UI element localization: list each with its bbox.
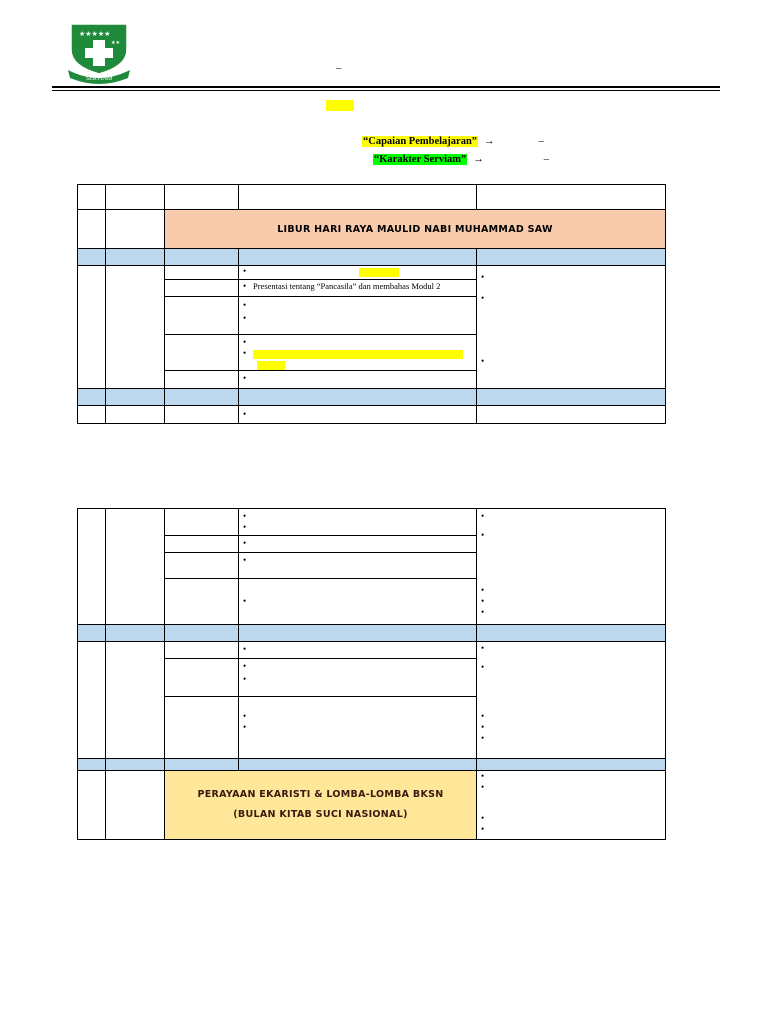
- list-item: [481, 643, 665, 654]
- header-dash: –: [336, 62, 342, 74]
- list-item: [243, 555, 476, 566]
- list-item: [481, 585, 665, 596]
- event-line-2: (BULAN KITAB SUCI NASIONAL): [233, 809, 408, 820]
- schedule-table-2: [77, 508, 666, 840]
- list-item: [481, 771, 665, 782]
- list-item: [243, 266, 476, 277]
- header-rule-thin: [52, 90, 720, 91]
- list-item: [243, 538, 476, 549]
- list-item: [481, 293, 665, 304]
- legend-capaian: [362, 136, 544, 147]
- table-row: [78, 642, 666, 659]
- list-item: [481, 662, 665, 673]
- list-item: [481, 711, 665, 722]
- list-item: [243, 661, 476, 672]
- list-item: [243, 722, 476, 733]
- legend-capaian-label: “Capaian Pembelajaran”: [363, 136, 478, 147]
- table-row: [78, 509, 666, 536]
- list-item: [243, 644, 476, 655]
- header-rule: [52, 86, 720, 88]
- list-item-pancasila: • Presentasi tentang “Pancasila” dan membahas Modul 2: [243, 281, 476, 292]
- arrow-right-icon: →: [484, 136, 495, 147]
- event-ekaristi-bksn: [165, 771, 477, 840]
- table-row: [78, 771, 666, 840]
- list-item: [481, 272, 665, 283]
- event-line-1: PERAYAAN EKARISTI & LOMBA-LOMBA BKSN: [197, 789, 444, 800]
- table-row-blue: [78, 625, 666, 642]
- list-item: [481, 722, 665, 733]
- arrow-right-icon: →: [473, 154, 484, 165]
- list-item: [481, 596, 665, 607]
- list-item: [243, 511, 476, 522]
- legend-karakter-dash: –: [543, 154, 549, 165]
- highlight-mark: [326, 100, 354, 111]
- legend-capaian-dash: –: [538, 136, 544, 147]
- list-item: [243, 409, 476, 420]
- list-item: [481, 733, 665, 744]
- list-item: [243, 522, 476, 533]
- list-item: [243, 596, 476, 607]
- table-row: [78, 210, 666, 249]
- svg-text:★★: ★★: [111, 40, 120, 46]
- list-item: [481, 356, 665, 367]
- table-row-blue: [78, 389, 666, 406]
- table-row-blue: [78, 759, 666, 771]
- list-item: [481, 782, 665, 793]
- event-libur-maulid: LIBUR HARI RAYA MAULID NABI MUHAMMAD SAW: [165, 210, 666, 249]
- logo-text: SERVIAM: [85, 75, 113, 82]
- list-item: [481, 824, 665, 835]
- list-item: [243, 300, 476, 311]
- list-item: [481, 511, 665, 522]
- list-item: [243, 674, 476, 685]
- legend-karakter: [373, 154, 549, 165]
- table-header-row: [78, 185, 666, 210]
- list-item: [243, 313, 476, 324]
- list-item: [481, 813, 665, 824]
- legend-karakter-label: “Karakter Serviam”: [374, 154, 467, 165]
- list-item: [243, 711, 476, 722]
- schedule-table-1: [77, 184, 666, 424]
- school-logo: [66, 20, 132, 84]
- table-row-blue: [78, 249, 666, 266]
- table-row: [78, 406, 666, 424]
- list-item: [243, 373, 476, 384]
- list-item: [243, 337, 476, 348]
- list-item: [481, 607, 665, 618]
- svg-text:★★★★★: ★★★★★: [79, 30, 111, 38]
- list-item: [481, 530, 665, 541]
- list-item-highlighted: [243, 348, 476, 370]
- table-row: [78, 266, 666, 280]
